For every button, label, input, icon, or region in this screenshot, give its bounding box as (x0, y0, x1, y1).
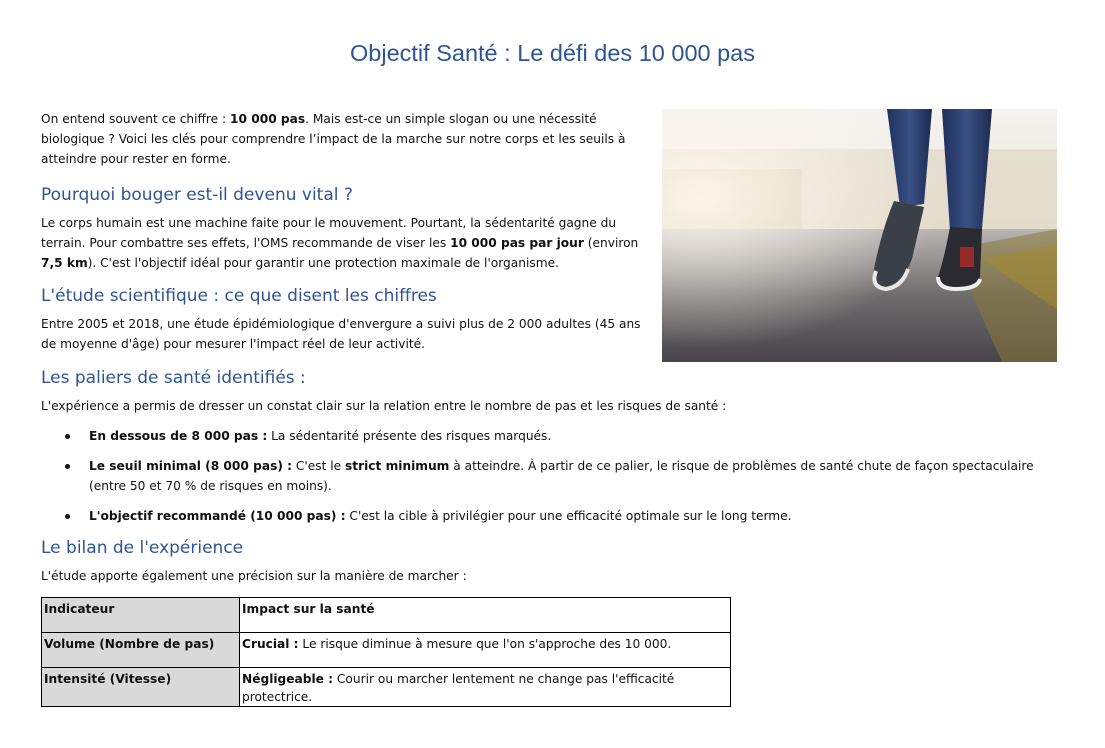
table-row (42, 633, 731, 668)
section-study-paragraph: Entre 2005 et 2018, une étude épidémiologique d'envergure a suivi plus de 2 000 adultes (45 ans de moyenne d'âge) pour mesurer l'impact réel de leur activité. (41, 317, 641, 351)
bullet-text: La sédentarité présente des risques marqués. (267, 429, 552, 443)
impact-text: Le risque diminue à mesure que l'on s'approche des 10 000. (298, 637, 672, 651)
bullet-text: C'est la cible à privilégier pour une efficacité optimale sur le long terme. (345, 509, 792, 523)
table-cell-indicator: Intensité (Vitesse) (42, 668, 240, 707)
table-cell-impact (240, 668, 731, 707)
bullet-bold-text: strict minimum (345, 459, 450, 473)
intro-bold-steps: 10 000 pas (230, 112, 306, 126)
bullet-icon (65, 464, 70, 469)
impact-label: Crucial : (242, 637, 299, 651)
section-assessment-paragraph: L'étude apporte également une précision sur la manière de marcher : (41, 569, 467, 583)
table-header-row (42, 598, 731, 633)
bullet-text: à atteindre. À partir de ce palier, le risque de problèmes de santé chute de façon spectaculaire (entre 50 et 70 % de risques en moins). (89, 459, 1034, 493)
impact-label: Négligeable : (242, 672, 334, 686)
table-header-cell: Indicateur (42, 598, 240, 633)
page-title: Objectif Santé : Le défi des 10 000 pas (350, 40, 755, 66)
section-thresholds-paragraph: L'expérience a permis de dresser un constat clair sur la relation entre le nombre de pas et les risques de santé : (41, 399, 727, 413)
section-heading-thresholds: Les paliers de santé identifiés : (41, 368, 306, 388)
why-move-text-3: ). C'est l'objectif idéal pour garantir une protection maximale de l'organisme. (87, 256, 559, 270)
section-heading-assessment: Le bilan de l'expérience (41, 538, 244, 558)
intro-text-1: On entend souvent ce chiffre : (41, 112, 231, 126)
list-item (41, 456, 1071, 496)
why-move-text-1: Le corps humain est une machine faite pour le mouvement. Pourtant, la sédentarité gagne du terrain. Pour combattre ses effets, l'OMS recommande de viser les (41, 216, 617, 250)
table-cell-impact (240, 633, 731, 668)
why-move-bold-distance: 7,5 km (41, 256, 88, 270)
why-move-text-2: (environ (583, 236, 639, 250)
thresholds-list (41, 426, 1071, 526)
bullet-icon (65, 514, 70, 519)
table-header-cell: Impact sur la santé (240, 598, 731, 633)
intro-paragraph (41, 109, 651, 169)
results-table (41, 597, 731, 707)
intro-text-2: . Mais est-ce un simple slogan ou une nécessité biologique ? Voici les clés pour comprendre l’impact de la marche sur notre corps et les seuils à atteindre pour rester en forme. (41, 112, 626, 166)
impact-text: Courir ou marcher lentement ne change pas l'efficacité protectrice. (242, 672, 675, 704)
bullet-icon (65, 434, 70, 439)
section-heading-why-move: Pourquoi bouger est-il devenu vital ? (41, 185, 353, 205)
bullet-label: L'objectif recommandé (10 000 pas) : (89, 509, 346, 523)
list-item (41, 426, 1071, 446)
why-move-bold-steps: 10 000 pas par jour (450, 236, 584, 250)
list-item (41, 506, 1071, 526)
bullet-text: C'est le (292, 459, 346, 473)
section-heading-study: L'étude scientifique : ce que disent les chiffres (41, 286, 437, 306)
bullet-label: Le seuil minimal (8 000 pas) : (89, 459, 293, 473)
bullet-label: En dessous de 8 000 pas : (89, 429, 268, 443)
table-cell-indicator: Volume (Nombre de pas) (42, 633, 240, 668)
section-why-move-paragraph (41, 213, 651, 273)
table-row (42, 668, 731, 707)
